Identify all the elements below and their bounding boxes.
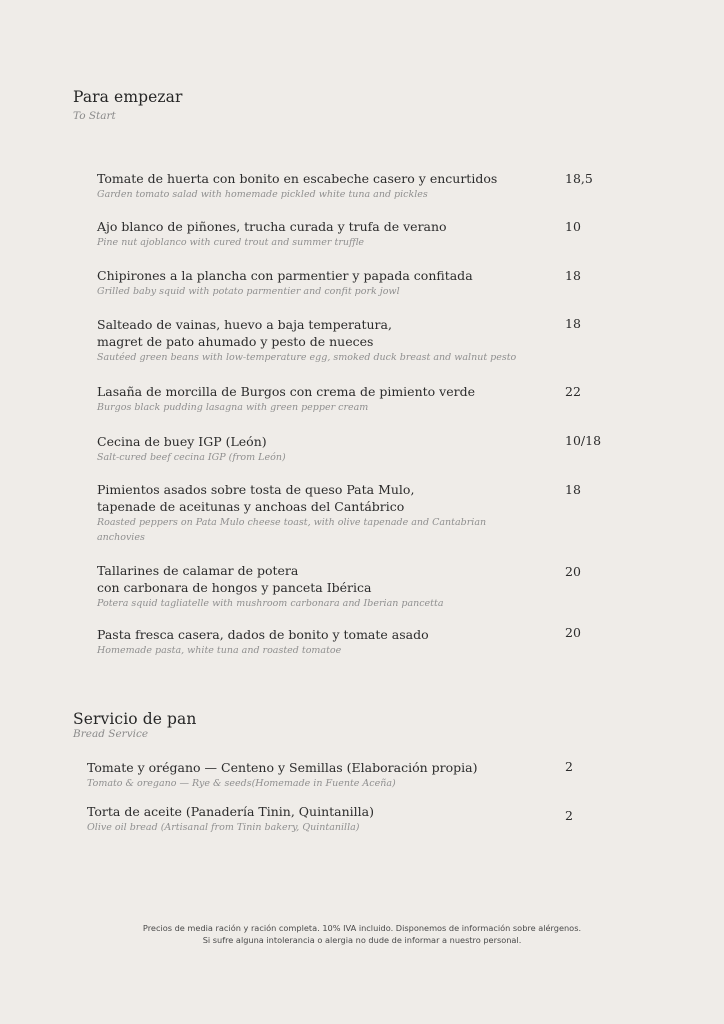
menu-item bbox=[97, 562, 537, 611]
item-price: 18 bbox=[565, 268, 581, 283]
item-name-en: Sautéed green beans with low-temperature egg, smoked duck breast and walnut pesto bbox=[97, 352, 517, 363]
item-price: 2 bbox=[565, 808, 573, 823]
section-title-bread: Servicio de pan bbox=[73, 710, 197, 728]
item-name-en: Roasted peppers on Pata Mulo cheese toast, with olive tapenade and Cantabrian anchovies bbox=[97, 517, 487, 543]
menu-item bbox=[97, 383, 537, 415]
item-price: 18 bbox=[565, 316, 581, 331]
item-name-en: Garden tomato salad with homemade pickled white tuna and pickles bbox=[97, 189, 428, 200]
item-name-en: Burgos black pudding lasagna with green pepper cream bbox=[97, 402, 369, 413]
item-name-en: Pine nut ajoblanco with cured trout and summer truffle bbox=[97, 237, 364, 248]
item-name-es: Lasaña de morcilla de Burgos con crema de pimiento verde bbox=[97, 384, 475, 399]
item-name-es: Tomate y orégano — Centeno y Semillas (Elaboración propia) bbox=[87, 760, 478, 775]
menu-item bbox=[87, 803, 527, 835]
item-price: 22 bbox=[565, 384, 581, 399]
item-price: 2 bbox=[565, 759, 573, 774]
menu-item bbox=[97, 481, 537, 545]
menu-item bbox=[97, 170, 537, 202]
section-title-start: Para empezar bbox=[73, 88, 183, 106]
footer-line-2: Si sufre alguna intolerancia o alergia no dude de informar a nuestro personal. bbox=[202, 935, 522, 945]
footer-note bbox=[0, 922, 724, 946]
item-name-es: Pasta fresca casera, dados de bonito y tomate asado bbox=[97, 627, 429, 642]
item-name-en: Potera squid tagliatelle with mushroom carbonara and Iberian pancetta bbox=[97, 598, 444, 609]
item-name-es-line2: tapenade de aceitunas y anchoas del Cantábrico bbox=[97, 499, 405, 514]
item-name-en: Grilled baby squid with potato parmentier and confit pork jowl bbox=[97, 286, 400, 297]
item-name-es-line2: con carbonara de hongos y panceta Ibérica bbox=[97, 580, 372, 595]
menu-item bbox=[97, 626, 537, 658]
item-name-es: Cecina de buey IGP (León) bbox=[97, 434, 267, 449]
item-price: 20 bbox=[565, 564, 581, 579]
item-name-es: Pimientos asados sobre tosta de queso Pata Mulo, bbox=[97, 482, 415, 497]
item-price: 20 bbox=[565, 625, 581, 640]
item-name-en: Olive oil bread (Artisanal from Tinin bakery, Quintanilla) bbox=[87, 822, 360, 833]
menu-item bbox=[97, 433, 537, 465]
item-price: 10/18 bbox=[565, 433, 602, 448]
menu-item bbox=[87, 759, 527, 791]
item-price: 18,5 bbox=[565, 171, 593, 186]
item-name-en: Salt-cured beef cecina IGP (from León) bbox=[97, 452, 286, 463]
item-name-es-line2: magret de pato ahumado y pesto de nueces bbox=[97, 334, 374, 349]
item-name-es: Chipirones a la plancha con parmentier y papada confitada bbox=[97, 268, 473, 283]
item-name-es: Torta de aceite (Panadería Tinin, Quintanilla) bbox=[87, 804, 374, 819]
item-price: 18 bbox=[565, 482, 581, 497]
footer-line-1: Precios de media ración y ración completa. 10% IVA incluido. Disponemos de información sobre alérgenos. bbox=[142, 923, 582, 933]
item-name-es: Tallarines de calamar de potera bbox=[97, 563, 299, 578]
section-subtitle-start: To Start bbox=[73, 110, 116, 122]
item-name-es: Tomate de huerta con bonito en escabeche casero y encurtidos bbox=[97, 171, 498, 186]
item-name-es: Salteado de vainas, huevo a baja temperatura, bbox=[97, 317, 392, 332]
item-name-en: Homemade pasta, white tuna and roasted tomatoe bbox=[97, 645, 342, 656]
menu-item bbox=[97, 316, 537, 365]
item-name-es: Ajo blanco de piñones, trucha curada y trufa de verano bbox=[97, 219, 447, 234]
item-name-en: Tomato & oregano — Rye & seeds(Homemade in Fuente Aceña) bbox=[87, 778, 396, 789]
menu-item bbox=[97, 267, 537, 299]
item-price: 10 bbox=[565, 219, 581, 234]
section-subtitle-bread: Bread Service bbox=[73, 728, 149, 740]
menu-item bbox=[97, 218, 537, 250]
